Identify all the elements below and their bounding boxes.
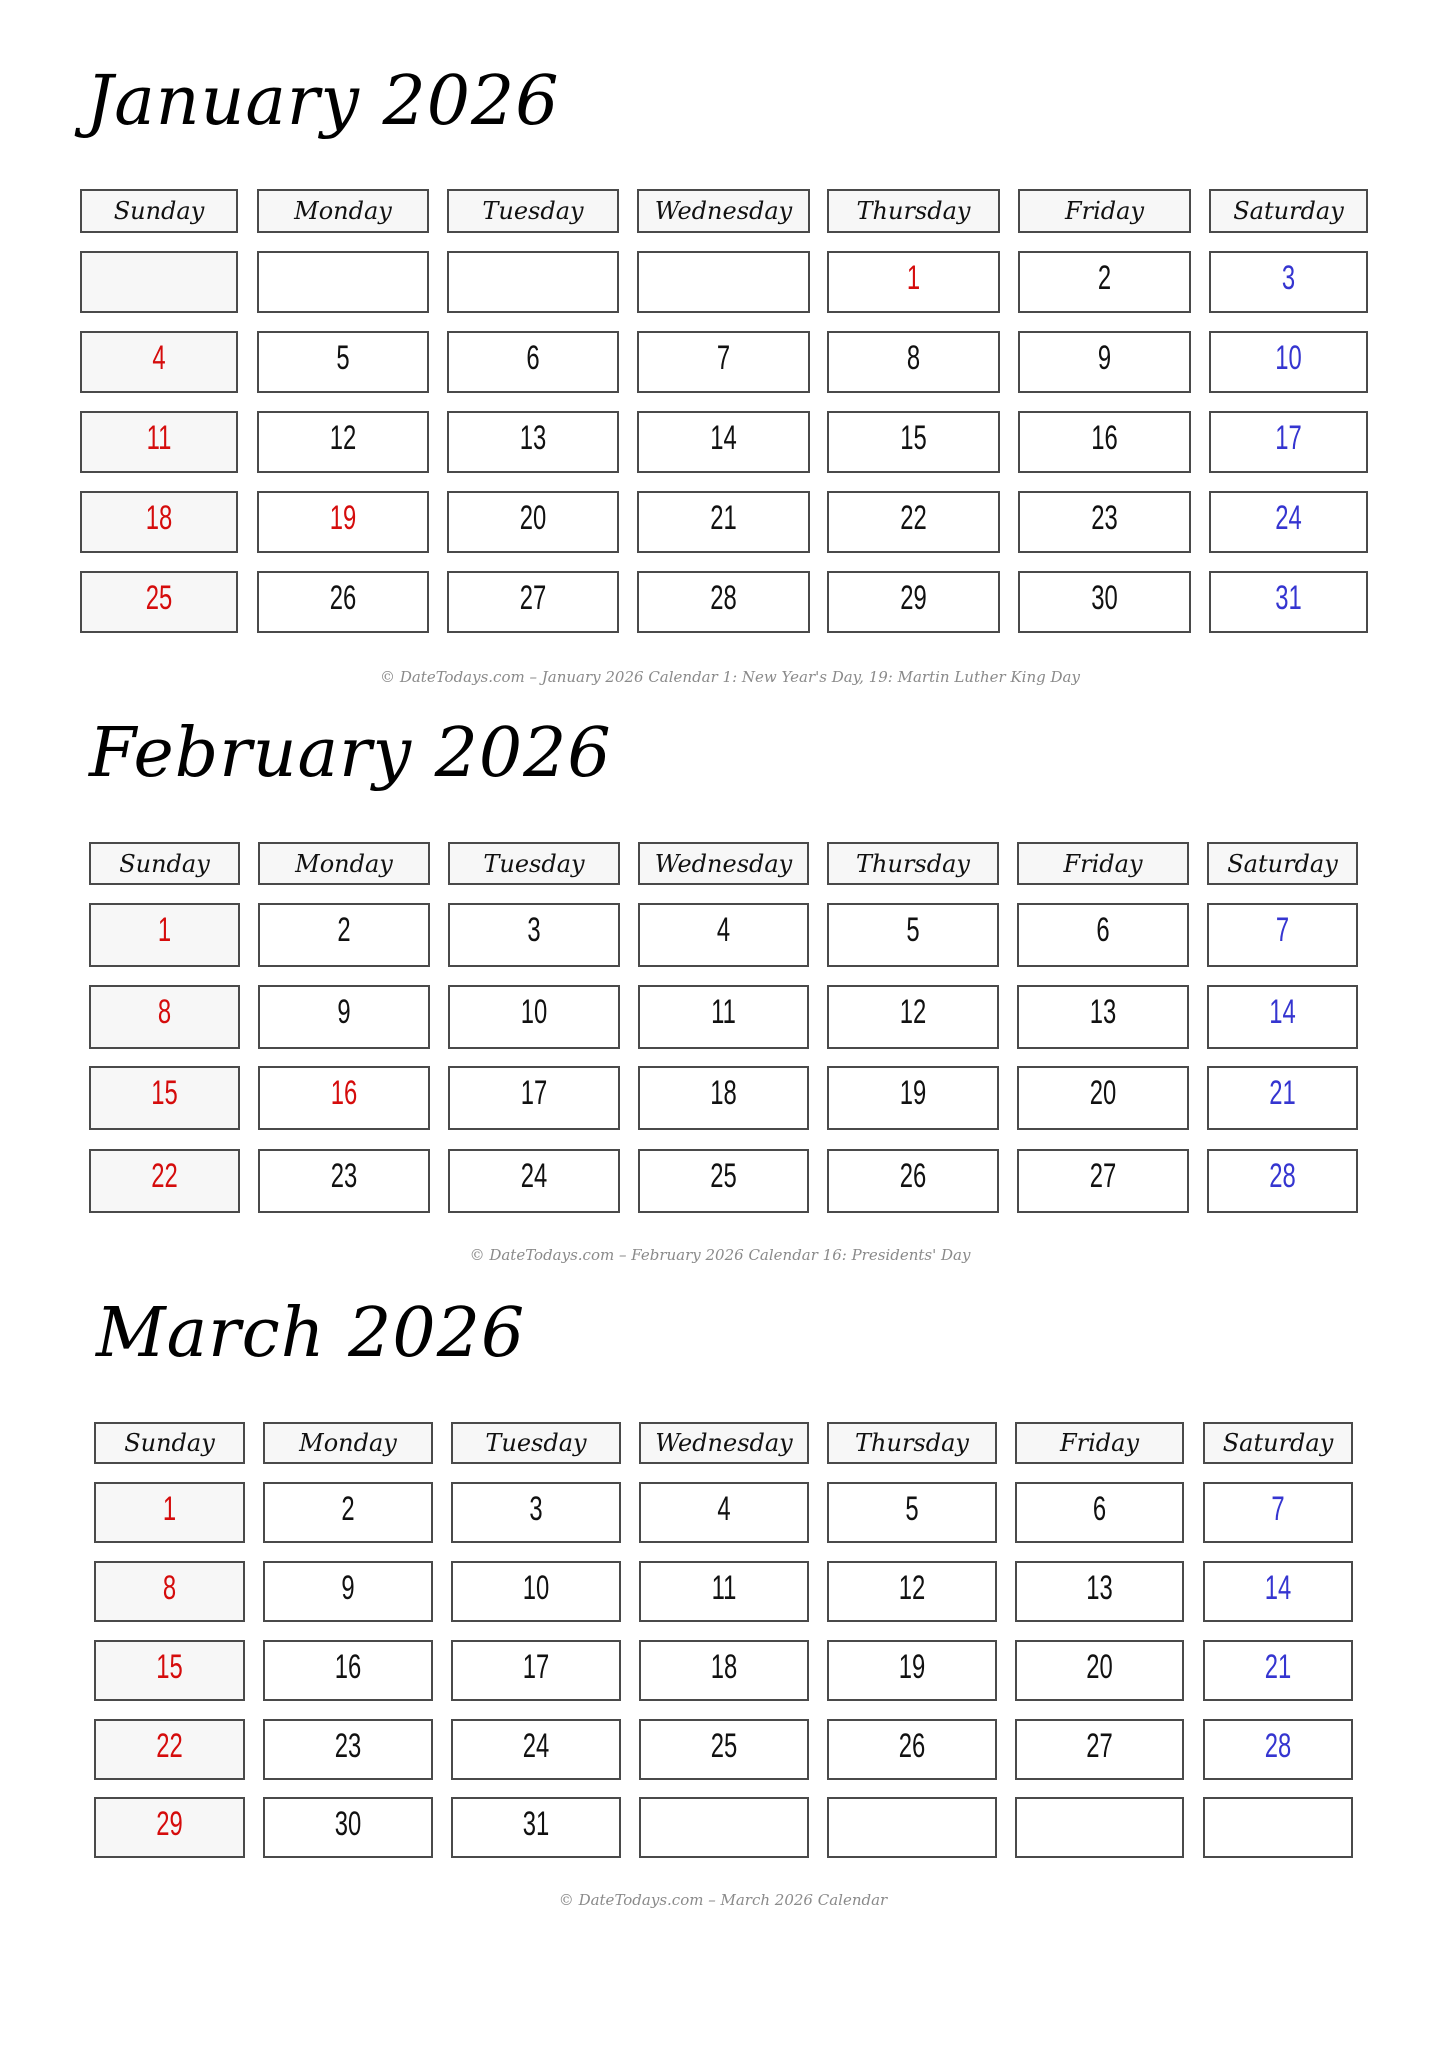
- calendar-footer-caption: © DateTodays.com – March 2026 Calendar: [558, 1891, 888, 1909]
- day-number: 12: [329, 419, 357, 457]
- day-cell[interactable]: [1207, 903, 1358, 967]
- day-cell[interactable]: [827, 491, 1000, 553]
- day-number: 3: [527, 911, 541, 949]
- day-cell[interactable]: [1018, 491, 1191, 553]
- day-number: 17: [522, 1648, 550, 1686]
- day-cell[interactable]: [638, 1066, 809, 1130]
- day-cell[interactable]: [827, 571, 1000, 633]
- day-number: 18: [710, 1074, 737, 1112]
- day-number: 14: [710, 419, 737, 457]
- day-cell[interactable]: [637, 411, 810, 473]
- day-number: 29: [156, 1805, 183, 1843]
- day-number: 31: [522, 1805, 550, 1843]
- day-number: 22: [900, 499, 927, 537]
- day-number: 20: [1086, 1648, 1113, 1686]
- day-cell[interactable]: [451, 1640, 621, 1701]
- calendar-footer-caption: © DateTodays.com – January 2026 Calendar 1: New Year's Day, 19: Martin Luther King Day: [380, 668, 1080, 686]
- day-cell[interactable]: [638, 1149, 809, 1213]
- day-cell[interactable]: [447, 571, 619, 633]
- day-number: 13: [1089, 993, 1117, 1031]
- day-cell[interactable]: [1203, 1719, 1353, 1780]
- day-number: 8: [162, 1569, 177, 1607]
- day-number: 7: [1275, 911, 1290, 949]
- day-cell[interactable]: [1015, 1640, 1184, 1701]
- weekday-header-wednesday: Wednesday: [639, 1422, 809, 1464]
- day-number: 19: [898, 1648, 926, 1686]
- day-cell[interactable]: [639, 1640, 809, 1701]
- day-cell[interactable]: [1018, 411, 1191, 473]
- day-number: 17: [520, 1074, 548, 1112]
- day-cell[interactable]: [1015, 1482, 1184, 1543]
- day-number: 2: [1097, 259, 1112, 297]
- day-cell[interactable]: [1209, 571, 1368, 633]
- day-number: 21: [1269, 1074, 1296, 1112]
- day-cell[interactable]: [637, 571, 810, 633]
- day-cell[interactable]: [448, 985, 620, 1049]
- day-number: [105, 253, 213, 261]
- day-cell[interactable]: [1209, 491, 1368, 553]
- day-number: 22: [156, 1727, 183, 1765]
- day-cell[interactable]: [451, 1561, 621, 1622]
- empty-day-cell[interactable]: [637, 251, 810, 313]
- day-number: 4: [152, 339, 166, 377]
- month-title: March 2026: [96, 1294, 526, 1373]
- month-title: January 2026: [86, 62, 560, 141]
- empty-day-cell[interactable]: [80, 251, 238, 313]
- day-number: 8: [906, 339, 921, 377]
- day-number: 5: [336, 339, 350, 377]
- day-number: 29: [900, 579, 927, 617]
- day-cell[interactable]: [258, 1066, 430, 1130]
- weekday-header-thursday: Thursday: [827, 842, 999, 885]
- day-number: 27: [519, 579, 547, 617]
- day-number: 10: [1275, 339, 1302, 377]
- day-cell[interactable]: [1018, 251, 1191, 313]
- day-number: 12: [898, 1569, 926, 1607]
- day-cell[interactable]: [1018, 331, 1191, 393]
- day-number: 4: [716, 911, 731, 949]
- day-number: [1227, 1799, 1329, 1807]
- day-number: [666, 1799, 782, 1807]
- day-number: 21: [710, 499, 737, 537]
- day-cell[interactable]: [89, 985, 240, 1049]
- day-number: 24: [1275, 499, 1302, 537]
- weekday-header-sunday: Sunday: [89, 842, 240, 885]
- day-number: 5: [906, 911, 920, 949]
- day-number: 23: [334, 1727, 362, 1765]
- day-cell[interactable]: [637, 331, 810, 393]
- day-cell[interactable]: [827, 1482, 997, 1543]
- day-number: 28: [1264, 1727, 1292, 1765]
- day-cell[interactable]: [257, 331, 429, 393]
- day-number: 9: [341, 1569, 355, 1607]
- day-cell[interactable]: [1207, 985, 1358, 1049]
- day-cell[interactable]: [89, 903, 240, 967]
- day-number: 20: [1089, 1074, 1117, 1112]
- day-number: 5: [905, 1490, 919, 1528]
- day-number: [664, 253, 782, 261]
- day-cell[interactable]: [1017, 1066, 1189, 1130]
- day-cell[interactable]: [257, 571, 429, 633]
- day-number: 18: [145, 499, 173, 537]
- day-cell[interactable]: [80, 331, 238, 393]
- day-number: [284, 253, 402, 261]
- day-number: 22: [151, 1157, 178, 1195]
- day-cell[interactable]: [827, 1561, 997, 1622]
- weekday-header-monday: Monday: [258, 842, 430, 885]
- day-number: 16: [334, 1648, 362, 1686]
- day-cell[interactable]: [94, 1482, 245, 1543]
- weekday-header-wednesday: Wednesday: [638, 842, 809, 885]
- weekday-header-tuesday: Tuesday: [447, 189, 619, 233]
- day-cell[interactable]: [448, 1066, 620, 1130]
- weekday-header-saturday: Saturday: [1209, 189, 1368, 233]
- day-number: 17: [1275, 419, 1302, 457]
- day-cell[interactable]: [451, 1719, 621, 1780]
- day-number: 1: [157, 911, 172, 949]
- day-cell[interactable]: [1209, 331, 1368, 393]
- day-number: 6: [1092, 1490, 1107, 1528]
- day-number: 28: [1269, 1157, 1296, 1195]
- day-cell[interactable]: [1203, 1640, 1353, 1701]
- day-cell[interactable]: [639, 1482, 809, 1543]
- empty-day-cell[interactable]: [639, 1797, 809, 1858]
- day-cell[interactable]: [258, 985, 430, 1049]
- day-number: 16: [1091, 419, 1118, 457]
- day-number: 8: [157, 993, 172, 1031]
- day-number: 1: [906, 259, 921, 297]
- day-number: 13: [1086, 1569, 1113, 1607]
- day-cell[interactable]: [827, 1640, 997, 1701]
- day-number: 18: [710, 1648, 738, 1686]
- empty-day-cell[interactable]: [447, 251, 619, 313]
- day-number: 11: [711, 1569, 737, 1607]
- day-cell[interactable]: [639, 1719, 809, 1780]
- day-number: 3: [1281, 259, 1296, 297]
- weekday-header-saturday: Saturday: [1203, 1422, 1353, 1464]
- day-number: 31: [1275, 579, 1302, 617]
- day-cell[interactable]: [263, 1561, 433, 1622]
- day-cell[interactable]: [637, 491, 810, 553]
- weekday-header-thursday: Thursday: [827, 189, 1000, 233]
- day-number: 24: [520, 1157, 548, 1195]
- day-cell[interactable]: [447, 491, 619, 553]
- day-number: 14: [1269, 993, 1296, 1031]
- day-number: 30: [1091, 579, 1118, 617]
- weekday-header-friday: Friday: [1017, 842, 1189, 885]
- day-cell[interactable]: [89, 1066, 240, 1130]
- day-number: 25: [710, 1727, 738, 1765]
- day-cell[interactable]: [827, 411, 1000, 473]
- day-number: 26: [898, 1727, 926, 1765]
- day-cell[interactable]: [263, 1719, 433, 1780]
- day-cell[interactable]: [1207, 1149, 1358, 1213]
- day-cell[interactable]: [827, 251, 1000, 313]
- day-number: 26: [329, 579, 357, 617]
- day-cell[interactable]: [257, 491, 429, 553]
- day-number: [854, 1799, 970, 1807]
- day-cell[interactable]: [1017, 903, 1189, 967]
- weekday-header-friday: Friday: [1018, 189, 1191, 233]
- day-number: 15: [151, 1074, 178, 1112]
- day-number: 1: [162, 1490, 177, 1528]
- day-cell[interactable]: [447, 411, 619, 473]
- day-number: 2: [337, 911, 351, 949]
- day-number: 28: [710, 579, 737, 617]
- day-number: 7: [1271, 1490, 1285, 1528]
- empty-day-cell[interactable]: [257, 251, 429, 313]
- day-number: 25: [145, 579, 173, 617]
- day-number: 25: [710, 1157, 737, 1195]
- day-cell[interactable]: [451, 1797, 621, 1858]
- weekday-header-friday: Friday: [1015, 1422, 1184, 1464]
- day-number: 10: [522, 1569, 550, 1607]
- day-number: 2: [341, 1490, 355, 1528]
- day-cell[interactable]: [1015, 1719, 1184, 1780]
- day-cell[interactable]: [257, 411, 429, 473]
- day-number: 7: [716, 339, 731, 377]
- calendar-footer-caption: © DateTodays.com – February 2026 Calendar 16: Presidents' Day: [469, 1246, 971, 1264]
- day-number: 26: [899, 1157, 927, 1195]
- day-cell[interactable]: [263, 1797, 433, 1858]
- weekday-header-tuesday: Tuesday: [451, 1422, 621, 1464]
- day-number: 23: [330, 1157, 358, 1195]
- day-number: 9: [1097, 339, 1112, 377]
- day-number: 13: [519, 419, 547, 457]
- weekday-header-wednesday: Wednesday: [637, 189, 810, 233]
- day-cell[interactable]: [258, 903, 430, 967]
- day-number: 24: [522, 1727, 550, 1765]
- day-cell[interactable]: [1203, 1561, 1353, 1622]
- day-number: 12: [899, 993, 927, 1031]
- day-cell[interactable]: [1207, 1066, 1358, 1130]
- day-cell[interactable]: [451, 1482, 621, 1543]
- day-number: 6: [1096, 911, 1110, 949]
- weekday-header-sunday: Sunday: [80, 189, 238, 233]
- day-cell[interactable]: [94, 1561, 245, 1622]
- empty-day-cell[interactable]: [1203, 1797, 1353, 1858]
- day-cell[interactable]: [448, 1149, 620, 1213]
- day-cell[interactable]: [258, 1149, 430, 1213]
- weekday-header-thursday: Thursday: [827, 1422, 997, 1464]
- day-cell[interactable]: [827, 331, 1000, 393]
- day-number: 20: [519, 499, 547, 537]
- day-cell[interactable]: [1017, 985, 1189, 1049]
- day-cell[interactable]: [1203, 1482, 1353, 1543]
- day-number: 21: [1264, 1648, 1292, 1686]
- day-number: [474, 253, 592, 261]
- day-number: [1042, 1799, 1158, 1807]
- day-cell[interactable]: [827, 903, 999, 967]
- day-cell[interactable]: [827, 1066, 999, 1130]
- day-cell[interactable]: [1015, 1561, 1184, 1622]
- day-cell[interactable]: [638, 985, 809, 1049]
- day-number: 11: [146, 419, 172, 457]
- day-number: 19: [329, 499, 357, 537]
- weekday-header-sunday: Sunday: [94, 1422, 245, 1464]
- day-cell[interactable]: [639, 1561, 809, 1622]
- day-number: 16: [330, 1074, 358, 1112]
- weekday-header-tuesday: Tuesday: [448, 842, 620, 885]
- weekday-header-saturday: Saturday: [1207, 842, 1358, 885]
- day-cell[interactable]: [80, 571, 238, 633]
- day-cell[interactable]: [94, 1640, 245, 1701]
- day-cell[interactable]: [638, 903, 809, 967]
- day-number: 11: [711, 993, 736, 1031]
- day-cell[interactable]: [448, 903, 620, 967]
- day-number: 23: [1091, 499, 1118, 537]
- weekday-header-monday: Monday: [263, 1422, 433, 1464]
- day-number: 9: [337, 993, 351, 1031]
- day-cell[interactable]: [263, 1640, 433, 1701]
- day-cell[interactable]: [80, 491, 238, 553]
- weekday-header-monday: Monday: [257, 189, 429, 233]
- empty-day-cell[interactable]: [1015, 1797, 1184, 1858]
- day-cell[interactable]: [263, 1482, 433, 1543]
- day-cell[interactable]: [94, 1719, 245, 1780]
- day-cell[interactable]: [89, 1149, 240, 1213]
- day-number: 6: [526, 339, 540, 377]
- day-cell[interactable]: [1018, 571, 1191, 633]
- day-number: 27: [1086, 1727, 1113, 1765]
- day-number: 27: [1089, 1157, 1117, 1195]
- day-cell[interactable]: [827, 985, 999, 1049]
- day-cell[interactable]: [447, 331, 619, 393]
- day-number: 15: [156, 1648, 183, 1686]
- day-number: 14: [1264, 1569, 1292, 1607]
- day-number: 3: [529, 1490, 543, 1528]
- day-cell[interactable]: [1209, 251, 1368, 313]
- day-cell[interactable]: [94, 1797, 245, 1858]
- day-number: 19: [899, 1074, 927, 1112]
- day-cell[interactable]: [1209, 411, 1368, 473]
- day-cell[interactable]: [827, 1719, 997, 1780]
- day-cell[interactable]: [80, 411, 238, 473]
- day-cell[interactable]: [827, 1149, 999, 1213]
- day-number: 4: [717, 1490, 731, 1528]
- day-cell[interactable]: [1017, 1149, 1189, 1213]
- day-number: 15: [900, 419, 927, 457]
- day-number: 30: [334, 1805, 362, 1843]
- day-number: 10: [520, 993, 548, 1031]
- month-title: February 2026: [89, 714, 612, 793]
- empty-day-cell[interactable]: [827, 1797, 997, 1858]
